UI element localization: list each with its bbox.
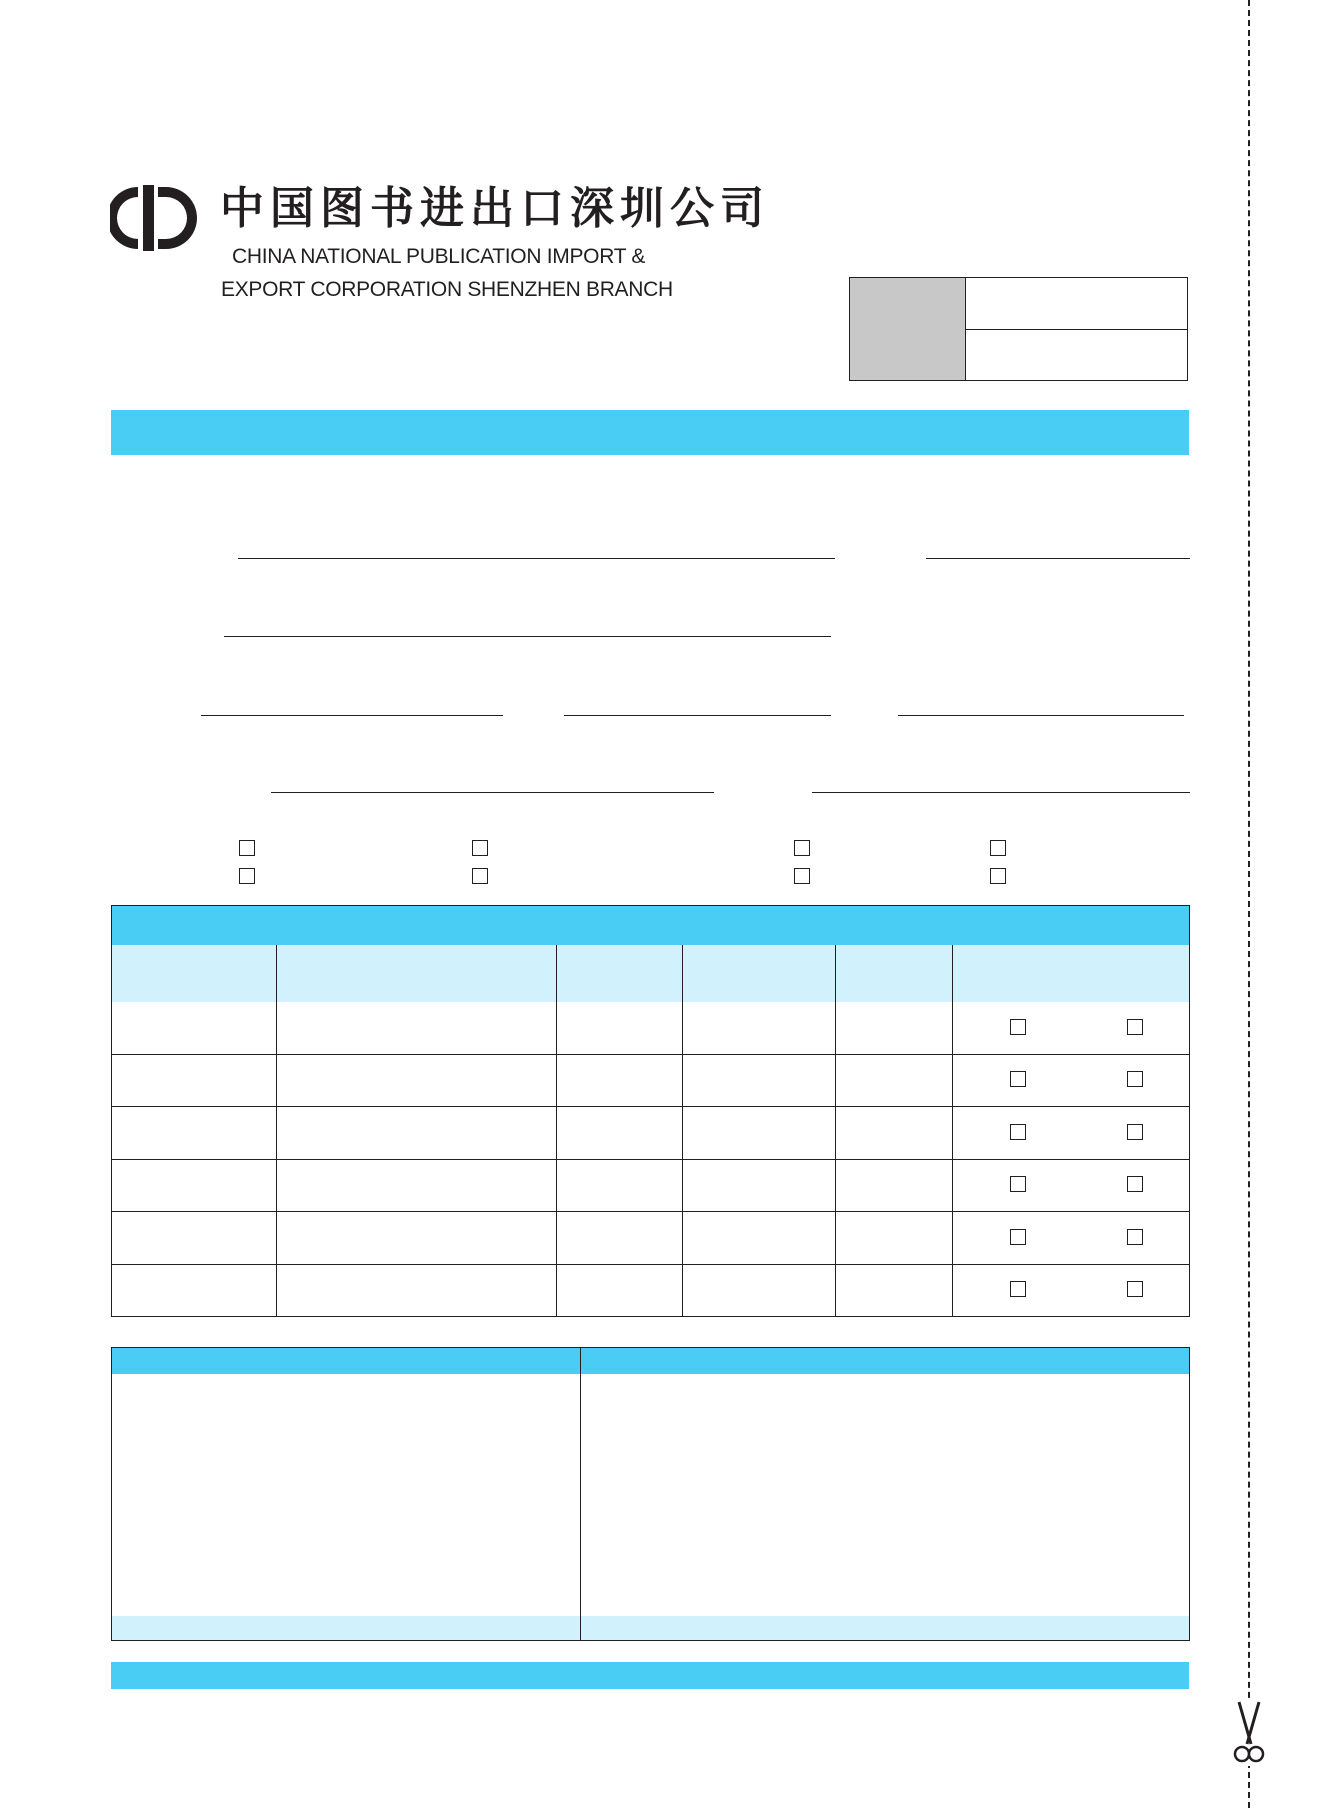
panel-divider [580,1348,581,1640]
form-title-bar [111,410,1189,455]
field-line-state[interactable] [564,715,831,716]
row-5-checkbox-a[interactable] [1010,1229,1026,1245]
table-row-divider [112,1106,1189,1107]
company-name-english-line2: EXPORT CORPORATION SHENZHEN BRANCH [221,278,673,301]
row-4-checkbox-b[interactable] [1127,1176,1143,1192]
option-checkbox-7[interactable] [794,868,810,884]
order-table-title-bar [112,906,1189,945]
column-divider [835,945,836,1316]
option-checkbox-1[interactable] [239,840,255,856]
column-divider [276,945,277,1316]
field-line-city[interactable] [201,715,503,716]
right-panel-footer [581,1616,1189,1640]
left-panel-footer [112,1616,580,1640]
row-2-checkbox-b[interactable] [1127,1071,1143,1087]
column-divider [952,945,953,1316]
row-1-checkbox-b[interactable] [1127,1019,1143,1035]
field-line-phone[interactable] [926,558,1190,559]
scissors-icon [1230,1700,1268,1766]
option-checkbox-6[interactable] [472,868,488,884]
column-divider [682,945,683,1316]
table-row-divider [112,1054,1189,1055]
table-row-divider [112,1159,1189,1160]
column-divider [556,945,557,1316]
reference-info-box [849,277,1188,381]
row-6-checkbox-b[interactable] [1127,1281,1143,1297]
order-table-header-row [112,945,1189,1002]
option-checkbox-3[interactable] [794,840,810,856]
field-line-name[interactable] [238,558,835,559]
company-name-english-line1: CHINA NATIONAL PUBLICATION IMPORT & [232,245,646,268]
row-2-checkbox-a[interactable] [1010,1071,1026,1087]
field-line-email[interactable] [271,792,714,793]
left-panel-header [112,1348,580,1374]
row-3-checkbox-b[interactable] [1127,1124,1143,1140]
order-table [111,905,1190,1317]
table-row-divider [112,1211,1189,1212]
row-6-checkbox-a[interactable] [1010,1281,1026,1297]
company-logo-icon [110,183,200,253]
reference-row-1 [850,278,1187,330]
row-5-checkbox-b[interactable] [1127,1229,1143,1245]
form-footer-bar [111,1662,1189,1689]
option-checkbox-8[interactable] [990,868,1006,884]
field-line-fax[interactable] [812,792,1190,793]
cut-line [1248,0,1250,1808]
reference-label-1 [850,278,966,329]
reference-row-2 [850,329,1187,380]
option-checkbox-2[interactable] [472,840,488,856]
right-panel-header [581,1348,1189,1374]
reference-label-2 [850,329,966,380]
row-1-checkbox-a[interactable] [1010,1019,1026,1035]
row-4-checkbox-a[interactable] [1010,1176,1026,1192]
table-row-divider [112,1264,1189,1265]
row-3-checkbox-a[interactable] [1010,1124,1026,1140]
payment-shipping-panels [111,1347,1190,1641]
field-line-zip[interactable] [898,715,1184,716]
option-checkbox-4[interactable] [990,840,1006,856]
company-name-chinese: 中国图书进出口深圳公司 [220,183,770,234]
field-line-address[interactable] [224,636,831,637]
option-checkbox-5[interactable] [239,868,255,884]
